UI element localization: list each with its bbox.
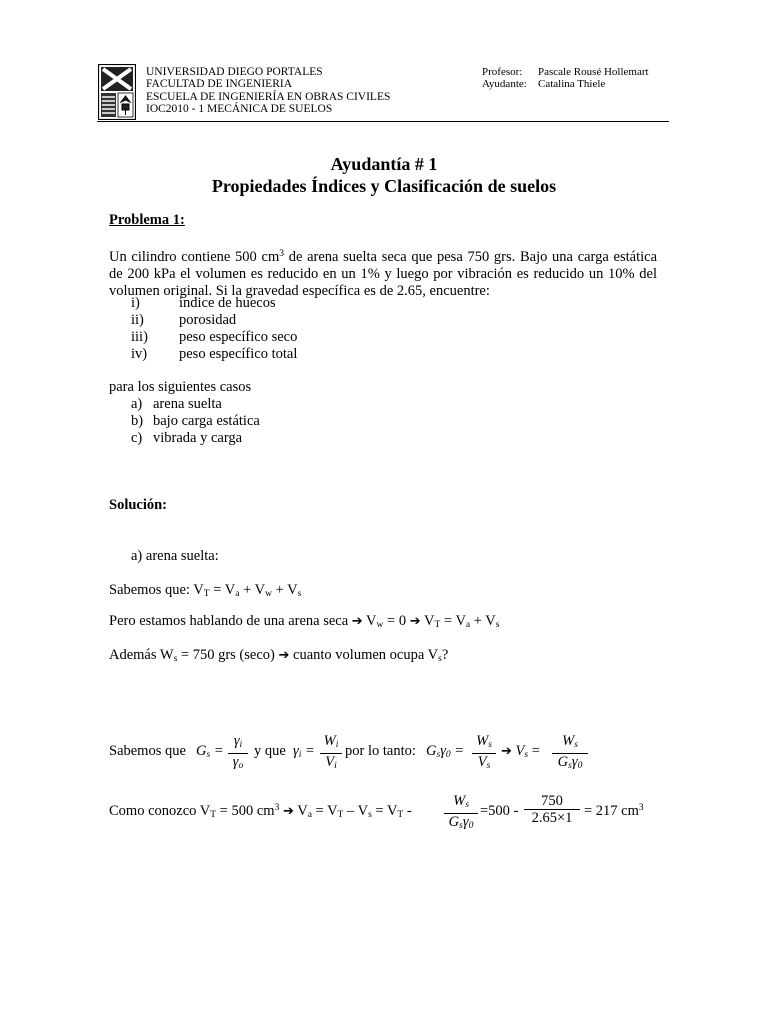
equation-va: Como conozco $V_T = 500$ $cm^3$ ➔ $V_a = V_T - V_s = V_T$ -	[109, 803, 412, 820]
question-list	[131, 295, 297, 363]
equation-500-minus: =500 -	[480, 803, 519, 819]
list-item: b) bajo carga estática	[131, 412, 260, 429]
cm3-exponent: 3	[279, 249, 284, 259]
cases-list	[131, 396, 260, 447]
label-y-que: y que	[254, 743, 286, 759]
equation-vs: ➔ $V_s$ =	[501, 743, 540, 760]
solution-heading: Solución:	[109, 497, 168, 513]
problem-statement	[109, 246, 657, 299]
university-logo	[98, 64, 136, 120]
case-a-heading: a) arena suelta:	[131, 548, 219, 564]
symbol-gs-gamma0: $G_s\gamma_0$ =	[426, 743, 465, 760]
header-divider	[97, 121, 669, 122]
university-name: UNIVERSIDAD DIEGO PORTALES	[146, 66, 323, 78]
arrow-icon: ➔	[409, 614, 421, 629]
cases-intro: para los siguientes casos	[109, 379, 252, 395]
fraction-ws-over-gs-gamma0-2: $W_s$ $G_s\gamma_0$	[444, 793, 478, 834]
statement-line-3: un 10% del volumen original. Si la gravedad específica es de 2.65, encuentre:	[109, 265, 658, 299]
equation-result: = 217 $cm^3$	[584, 803, 644, 819]
staff-info	[482, 66, 649, 91]
statement-line-2: estática de 200 kPa el volumen es reducido en un 1% y luego por vibración es reducido	[109, 249, 658, 282]
ayudante-name: Catalina Thiele	[538, 78, 606, 91]
list-item: a) arena suelta	[131, 396, 222, 412]
list-item: iv) peso específico total	[131, 345, 298, 362]
fraction-gamma-i-over-gamma-o: $\gamma_i$ $\gamma_o$	[228, 733, 248, 774]
equation-dry-sand: Pero estamos hablando de una arena seca ➔ $V_w = 0$ ➔ $V_T = V_a + V_s$	[109, 613, 500, 630]
faculty-name: FACULTAD DE INGENIERIA	[146, 78, 293, 91]
list-item: i) índice de huecos	[131, 295, 276, 311]
label-por-lo-tanto: por lo tanto:	[345, 743, 416, 759]
list-item: iii) peso específico seco	[131, 328, 298, 345]
list-item: ii) porosidad	[131, 311, 237, 328]
fraction-wi-over-vi: $W_i$ $V_i$	[320, 733, 342, 774]
page-title: Ayudantía # 1	[330, 154, 438, 174]
equation-volumes: Sabemos que: $V_T = V_a + V_w + V_s$	[109, 582, 302, 599]
fraction-ws-over-gs-gamma0: $W_s$ $G_s\gamma_0$	[552, 733, 588, 774]
list-item: c) vibrada y carga	[131, 429, 243, 446]
arrow-icon: ➔	[501, 744, 512, 759]
statement-line-1a: Un cilindro contiene 500 cm	[109, 249, 280, 265]
label-sabemos-que: Sabemos que	[109, 743, 186, 759]
statement-line-1b: de arena suelta seca que pesa 750 grs. Bajo una carga	[288, 249, 609, 265]
symbol-gamma-i: $\gamma_i$ =	[293, 743, 315, 760]
course-name: IOC2010 - 1 MECÁNICA DE SUELOS	[146, 103, 333, 116]
university-header	[146, 66, 390, 116]
fraction-750-over-product: 750 2.65×1	[524, 793, 580, 826]
problem-heading: Problema 1:	[109, 212, 185, 228]
arrow-icon: ➔	[282, 804, 294, 819]
arrow-icon: ➔	[278, 648, 290, 663]
arrow-icon: ➔	[351, 614, 363, 629]
ayudante-label: Ayudante:	[482, 78, 527, 91]
profesor-name: Pascale Rousé Hollemart	[538, 66, 649, 78]
page-subtitle: Propiedades Índices y Clasificación de suelos	[211, 176, 557, 196]
symbol-gs: $G_s$ =	[196, 743, 224, 760]
school-name: ESCUELA DE INGENIERÍA EN OBRAS CIVILES	[146, 90, 391, 103]
equation-weight: Además $W_s = 750$ grs (seco) ➔ cuanto volumen ocupa $V_s$?	[109, 647, 449, 664]
profesor-label: Profesor:	[482, 66, 523, 78]
fraction-ws-over-vs: $W_s$ $V_s$	[472, 733, 496, 774]
